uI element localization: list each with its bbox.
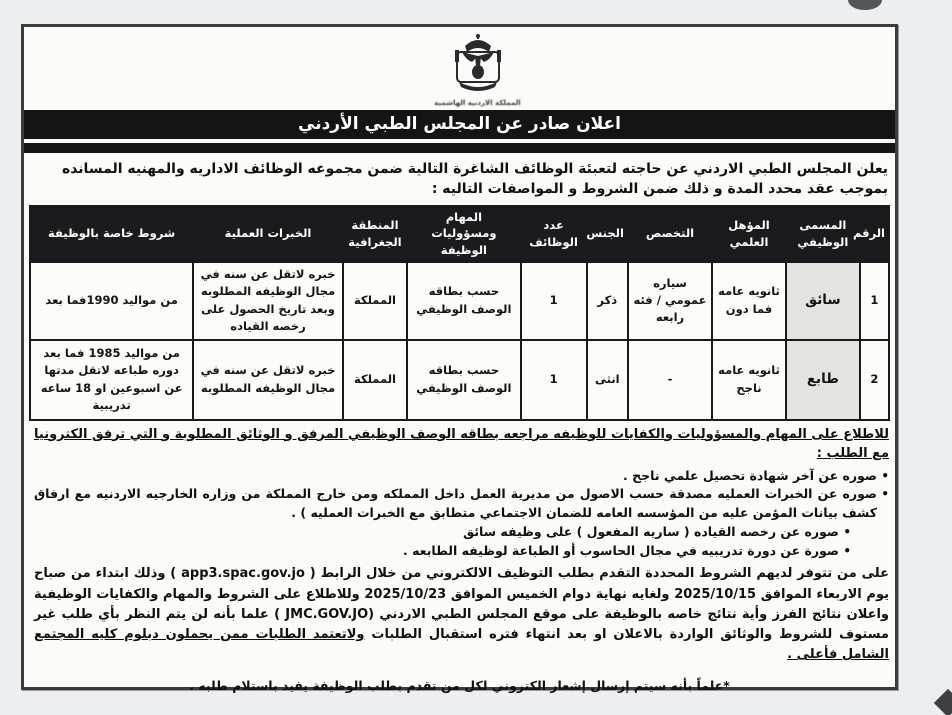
review-instruction: للاطلاع على المهام والمسؤوليات والكفايات للوظيفه مراجعه بطاقه الوصف الوظيفي المرفق و الوثائق المطلوبة و التي ترفق الكترونيا مع الطلب : bbox=[34, 426, 889, 462]
cell-region: المملكة bbox=[343, 262, 407, 340]
cell-job-title: طابع bbox=[786, 340, 860, 420]
cell-gender: انثى bbox=[587, 340, 628, 420]
mouse-cursor bbox=[934, 689, 952, 715]
notes-section bbox=[24, 421, 895, 665]
screen-artifact-top bbox=[848, 0, 882, 10]
cell-gender: ذكر bbox=[587, 262, 628, 340]
table-header-row bbox=[30, 206, 889, 262]
cell-qualification: ثانويه عامه فما دون bbox=[712, 262, 786, 340]
cell-specialty: سياره عمومي / فئه رابعه bbox=[628, 262, 712, 340]
col-header-experience: الخبرات العملية bbox=[193, 206, 342, 262]
document-letterhead bbox=[24, 27, 895, 107]
cell-experience: خبره لاتقل عن سنه في مجال الوظيفه المطلوبه وبعد تاريخ الحصول على رخصه القياده bbox=[193, 262, 342, 340]
cell-duties: حسب بطاقه الوصف الوظيفي bbox=[407, 262, 520, 340]
confirmation-note: *علماً بأنه سيتم إرسال إشعار الكتروني لكل من تقدم بطلب الوظيفة يفيد باستلام طلبه . bbox=[189, 678, 730, 694]
col-header-job-title: المسمى الوظيفي bbox=[786, 206, 860, 262]
col-header-specialty: التخصص bbox=[628, 206, 712, 262]
col-header-conditions: شروط خاصة بالوظيفة bbox=[30, 206, 193, 262]
cell-conditions: من مواليد 1985 فما بعد دوره طباعه لاتقل مدتها عن اسبوعين او 18 ساعه تدريبية bbox=[30, 340, 193, 420]
cell-qualification: ثانويه عامه ناجح bbox=[712, 340, 786, 420]
letterhead-caption: المملكة الاردنية الهاشمية bbox=[434, 99, 521, 107]
cell-conditions: من مواليد 1990فما بعد bbox=[30, 262, 193, 340]
table-row bbox=[30, 340, 889, 420]
intro-paragraph: يعلن المجلس الطبي الاردني عن حاجته لتعبئة الوظائف الشاغرة التالية ضمن مجموعه الوظائف الاداريه والمهنيه المسانده بموجب عقد محدد المدة و ذلك ضمن الشروط و المواصفات التاليه : bbox=[61, 161, 888, 198]
cell-experience: خبره لاتقل عن سنه في مجال الوظيفه المطلوبه bbox=[193, 340, 342, 420]
list-item: • صوره عن رخصه القياده ( ساريه المفعول ) على وظيفه سائق bbox=[34, 523, 889, 542]
jordan-coat-of-arms-icon bbox=[435, 32, 521, 94]
cell-count: 1 bbox=[521, 340, 587, 420]
title-separator-bar bbox=[24, 143, 895, 153]
announcement-title: اعلان صادر عن المجلس الطبي الأردني bbox=[24, 110, 895, 139]
col-header-number: الرقم bbox=[860, 206, 889, 262]
list-item: • صورة عن دورة تدريبيه في مجال الحاسوب أو الطباعة لوظيفه الطابعه . bbox=[34, 542, 889, 561]
col-header-qualification: المؤهل العلمي bbox=[712, 206, 786, 262]
application-instructions-text: على من تتوفر لديهم الشروط المحددة التقدم بطلب التوظيف الالكتروني من خلال الرابط ( app3.spac.gov.jo ) وذلك ابتداء من صباح يوم الاربعاء الموافق 2025/10/15 ولغايه نهاية دوام الخميس الموافق 2025/10/23 وللاطلاع على الشروط والمهام والكفايات الوظيفية واعلان نتائج الفرز وأية نتائج خاصه بالوظيفة على موقع المجلس الطبي الاردني (JMC.GOV.JO ) علما بأنه لن يتم النظر بأي طلب غير مستوف للشروط والوثائق الواردة بالاعلان او بعد انتهاء فتره استقبال الطلبات bbox=[34, 566, 889, 642]
cell-job-title: سائق bbox=[786, 262, 860, 340]
cell-number: 2 bbox=[860, 340, 889, 420]
cell-count: 1 bbox=[521, 262, 587, 340]
application-exclusion-note: ولاتعتمد الطلبات ممن يحملون دبلوم كليه المجتمع الشامل فأعلى . bbox=[34, 626, 889, 662]
col-header-count: عدد الوظائف bbox=[521, 206, 587, 262]
col-header-region: المنطقة الجغرافية bbox=[343, 206, 407, 262]
list-item: • صوره عن الخبرات العمليه مصدقة حسب الاصول من مديرية العمل داخل المملكه ومن خارج المملكة من وزاره الخارجيه الاردنيه مع ارفاق كشف بيانات المؤمن عليه من المؤسسه العامه للضمان الاجتماعي متطابق مع الخبرات العمليه ) . bbox=[34, 485, 889, 523]
cell-duties: حسب بطاقه الوصف الوظيفي bbox=[407, 340, 520, 420]
announcement-document bbox=[21, 24, 898, 694]
list-item: • صوره عن آخر شهادة تحصيل علمي ناجح . bbox=[34, 467, 889, 486]
col-header-duties: المهام ومسؤوليات الوظيفة bbox=[407, 206, 520, 262]
vacancies-table bbox=[29, 205, 890, 421]
application-instructions bbox=[34, 564, 889, 665]
col-header-gender: الجنس bbox=[587, 206, 628, 262]
cell-region: المملكة bbox=[343, 340, 407, 420]
cell-specialty: - bbox=[628, 340, 712, 420]
cell-number: 1 bbox=[860, 262, 889, 340]
table-row bbox=[30, 262, 889, 340]
required-documents-list bbox=[34, 467, 889, 561]
